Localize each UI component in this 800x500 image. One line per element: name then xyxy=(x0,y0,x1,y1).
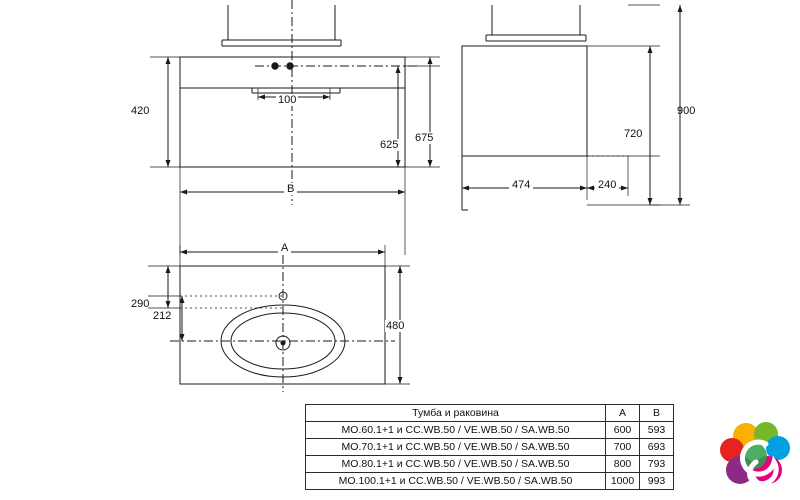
table-row xyxy=(306,473,674,490)
cell-name: MO.70.1+1 и CC.WB.50 / VE.WB.50 / SA.WB.50 xyxy=(306,439,606,456)
cell-a: 700 xyxy=(606,439,640,456)
cell-name: MO.60.1+1 и CC.WB.50 / VE.WB.50 / SA.WB.50 xyxy=(306,422,606,439)
header-a: A xyxy=(606,405,640,422)
cell-name: MO.100.1+1 и CC.WB.50 / VE.WB.50 / SA.WB.50 xyxy=(306,473,606,490)
colored-flower-logo xyxy=(716,422,792,494)
cell-a: 1000 xyxy=(606,473,640,490)
table-header-row xyxy=(306,405,674,422)
table-row xyxy=(306,456,674,473)
cell-b: 993 xyxy=(640,473,674,490)
dimension-label-480: 480 xyxy=(386,320,405,332)
header-b: B xyxy=(640,405,674,422)
dimension-label-b: B xyxy=(284,183,297,195)
cell-name: MO.80.1+1 и CC.WB.50 / VE.WB.50 / SA.WB.50 xyxy=(306,456,606,473)
cell-b: 693 xyxy=(640,439,674,456)
table-row xyxy=(306,422,674,439)
dimension-label-420: 420 xyxy=(131,105,150,117)
specification-table xyxy=(305,404,674,490)
dimension-label-900: 900 xyxy=(677,105,696,117)
dimension-625 xyxy=(396,66,401,167)
top-view-centerline xyxy=(170,255,395,392)
side-view-washbasin xyxy=(486,5,586,41)
table-row xyxy=(306,439,674,456)
dimension-290 xyxy=(148,266,180,308)
dimension-675 xyxy=(428,57,433,167)
dimension-label-625: 625 xyxy=(380,139,399,151)
cell-a: 800 xyxy=(606,456,640,473)
front-view-washbasin xyxy=(222,5,341,46)
cell-b: 593 xyxy=(640,422,674,439)
cell-b: 793 xyxy=(640,456,674,473)
dimension-label-720: 720 xyxy=(624,128,643,140)
dimension-label-675: 675 xyxy=(415,132,434,144)
front-view-extension-lines xyxy=(150,57,440,255)
dimension-label-290: 290 xyxy=(131,298,150,310)
header-name: Тумба и раковина xyxy=(306,405,606,422)
dimension-720 xyxy=(648,46,653,205)
dimension-label-a: A xyxy=(278,242,291,254)
dimension-label-240: 240 xyxy=(595,179,619,191)
dimension-420 xyxy=(166,57,171,167)
dimension-label-212: 212 xyxy=(153,310,172,322)
cell-a: 600 xyxy=(606,422,640,439)
dimension-label-474: 474 xyxy=(509,179,533,191)
dimension-label-100: 100 xyxy=(278,94,297,106)
